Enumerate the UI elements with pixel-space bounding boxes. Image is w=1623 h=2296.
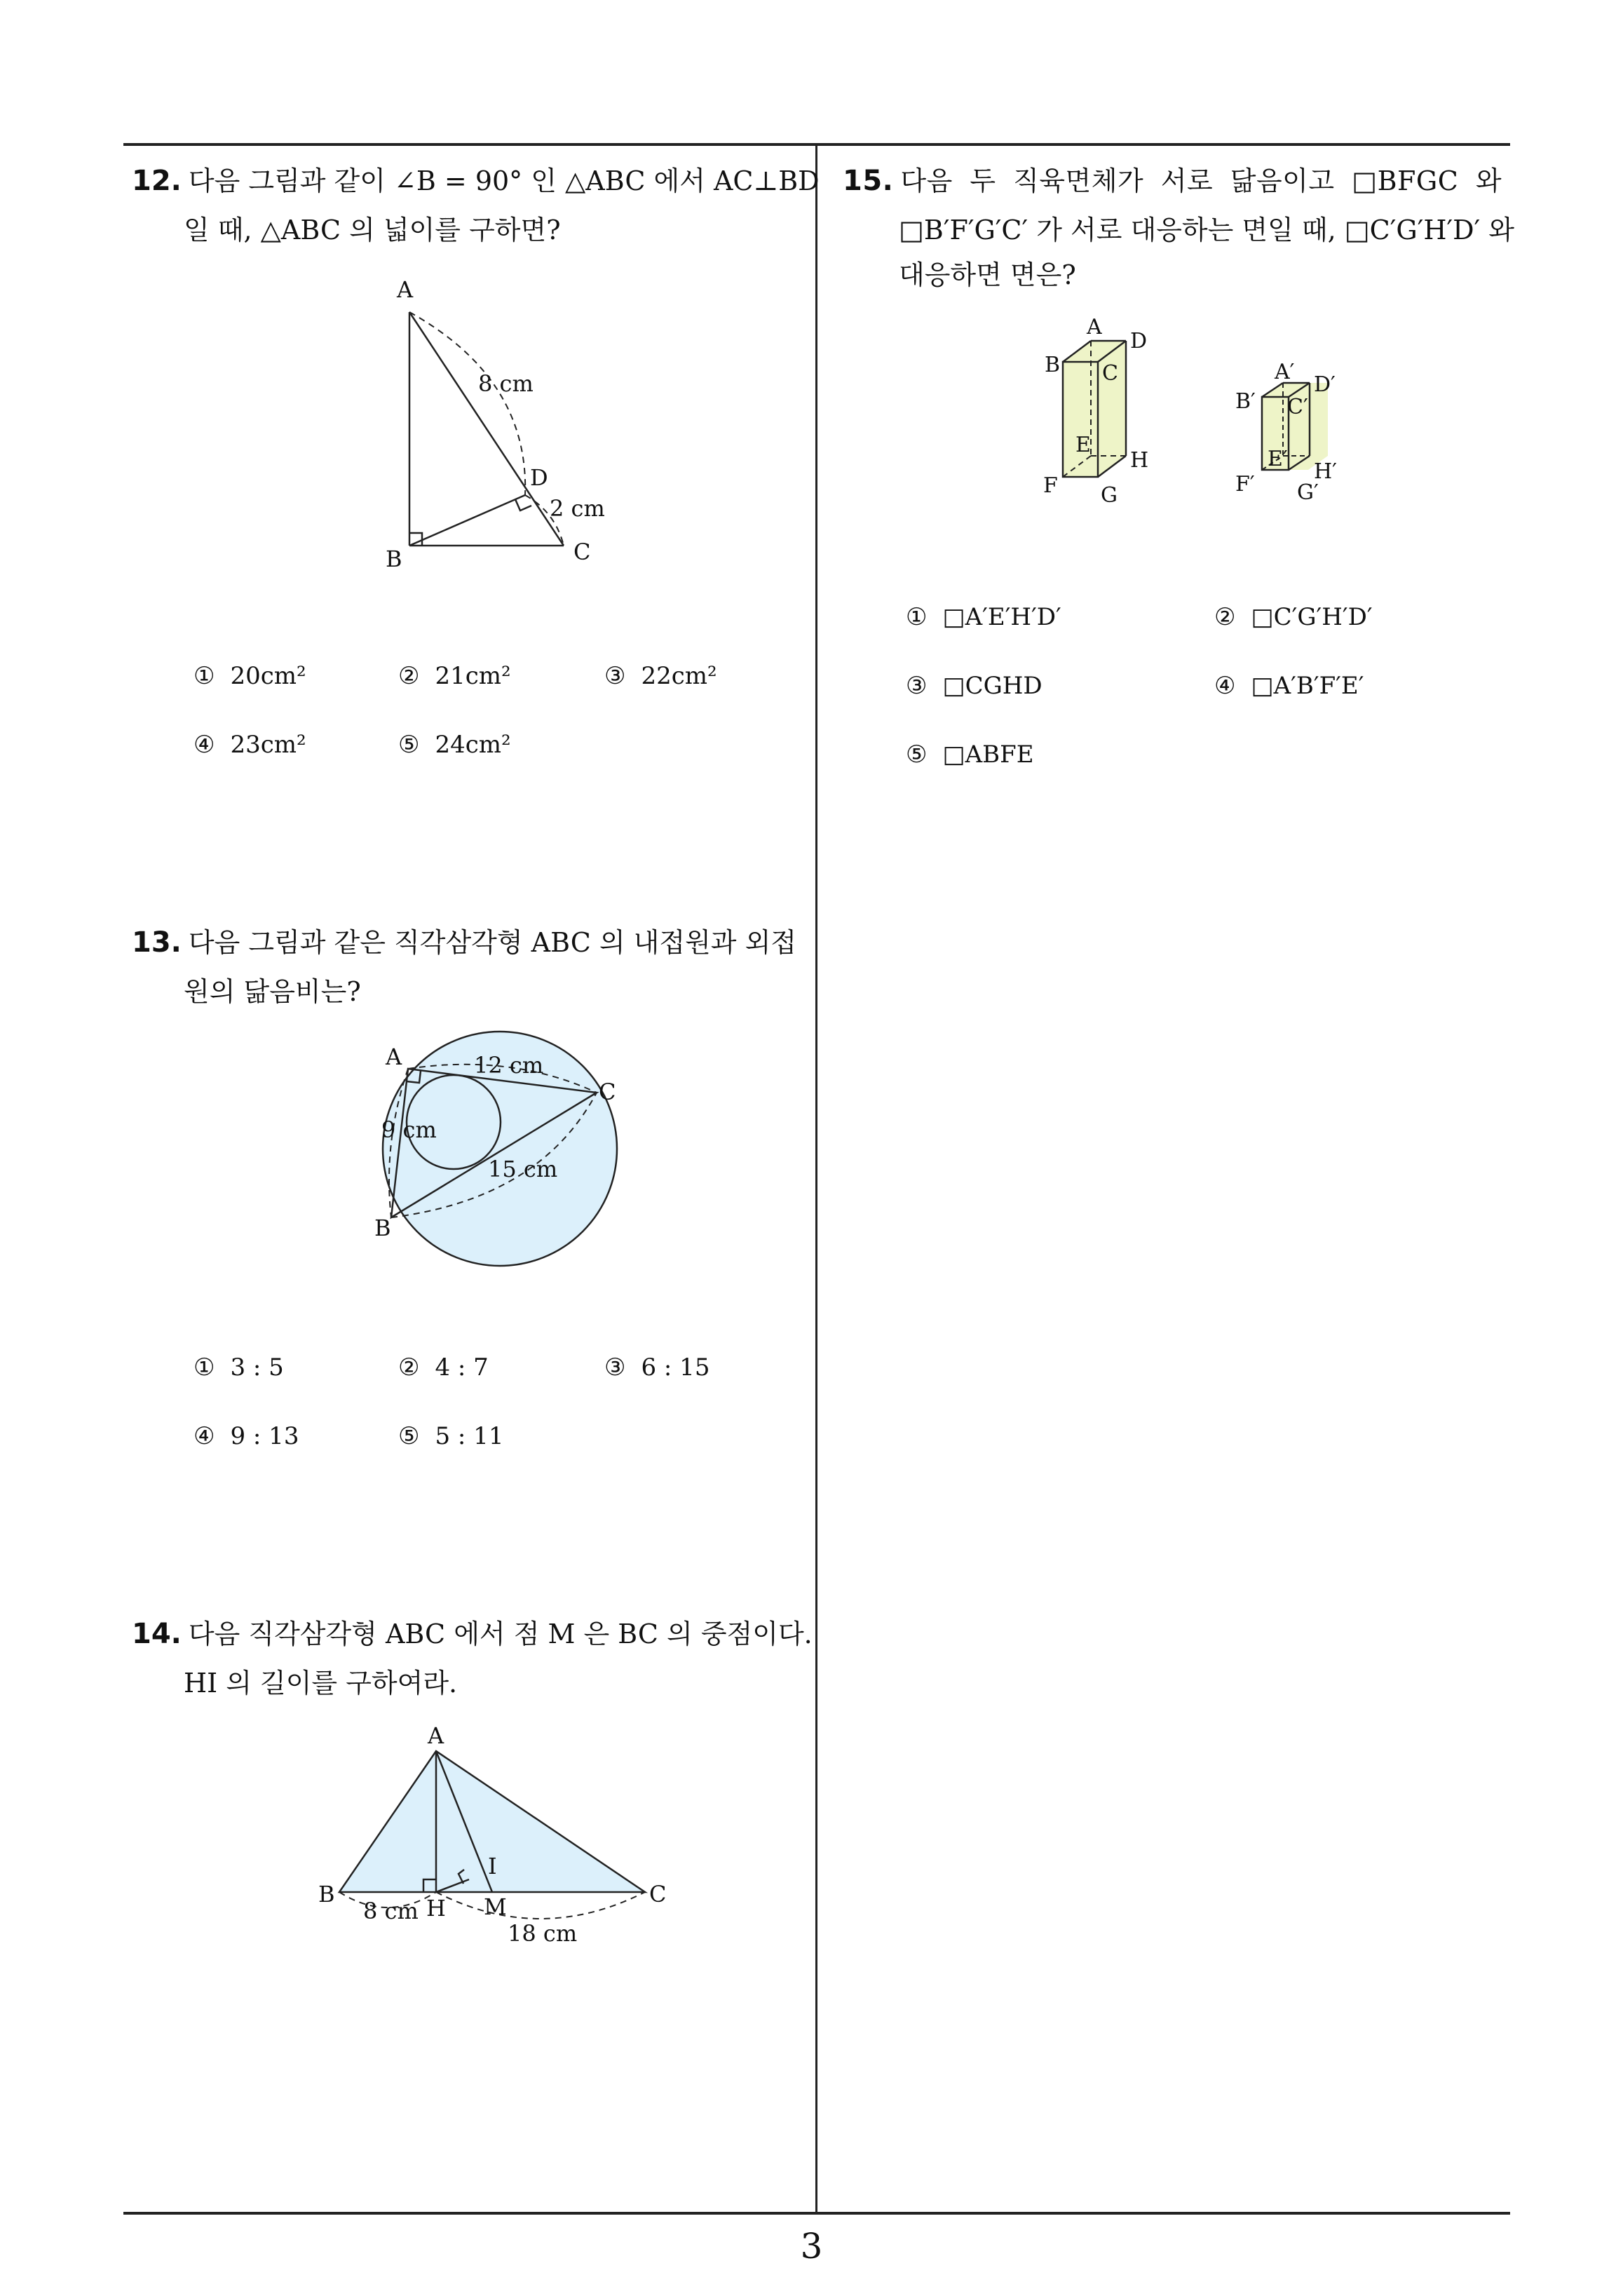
q15-line2: □B′F′G′C′ 가 서로 대응하는 면일 때, □C′G′H′D′ 와	[899, 215, 1515, 245]
q14-len-BH: 8 cm	[363, 1898, 419, 1924]
q13-line1	[132, 920, 796, 965]
q14-label-I: I	[488, 1853, 497, 1879]
q14-line2: HI 의 길이를 구하여라.	[184, 1668, 458, 1699]
bottom-rule	[123, 2212, 1510, 2215]
q15-big-D: D	[1130, 329, 1148, 353]
q14-number: 14.	[132, 1618, 182, 1650]
q15-small-D: D′	[1314, 372, 1336, 397]
q12-choice-3[interactable]: ③ 22cm²	[604, 662, 717, 690]
q12-label-D: D	[530, 464, 548, 491]
q14-label-B: B	[318, 1881, 335, 1907]
q15-figure	[1031, 316, 1367, 512]
q15-small-F: F′	[1235, 472, 1255, 497]
q13-len-BC: 15 cm	[488, 1156, 558, 1182]
q12-len-AD: 8 cm	[478, 370, 534, 397]
q14-line1	[132, 1612, 813, 1656]
q13-label-B: B	[374, 1215, 391, 1241]
q13-text1: 다음 그림과 같은 직각삼각형 ABC 의 내접원과 외접	[188, 927, 797, 958]
q12-len-DC: 2 cm	[550, 495, 605, 522]
q14-arc-HC	[436, 1892, 645, 1919]
q15-big-E: E	[1075, 433, 1091, 457]
q15-big-F: F	[1043, 473, 1058, 498]
q15-choice-4[interactable]: ④ □A′B′F′E′	[1214, 672, 1364, 700]
q12-label-B: B	[386, 546, 402, 572]
column-divider	[815, 144, 817, 2213]
q13-figure	[365, 1024, 659, 1290]
q14-label-H: H	[426, 1895, 446, 1922]
q13-choice-2[interactable]: ② 4 : 7	[398, 1353, 489, 1382]
q12-line1	[132, 158, 820, 203]
q13-len-AB: 9 cm	[381, 1116, 437, 1143]
q14-len-HC: 18 cm	[508, 1920, 578, 1947]
q15-text1: 다음 두 직육면체가 서로 닮음이고 □BFGC 와	[900, 166, 1502, 196]
q14-text1: 다음 직각삼각형 ABC 에서 점 M 은 BC 의 중점이다.	[188, 1619, 813, 1649]
q13-choice-4[interactable]: ④ 9 : 13	[193, 1422, 299, 1450]
page-number: 3	[800, 2226, 823, 2267]
q12-label-A: A	[397, 276, 414, 303]
q15-choice-5[interactable]: ⑤ □ABFE	[906, 741, 1034, 769]
q15-small-G: G′	[1297, 480, 1319, 505]
q14-label-M: M	[484, 1893, 507, 1920]
q12-line2: 일 때, △ABC 의 넓이를 구하면?	[184, 215, 561, 245]
q13-choice-1[interactable]: ① 3 : 5	[193, 1353, 284, 1382]
q12-text1: 다음 그림과 같이 ∠B = 90° 인 △ABC 에서 AC⊥BD	[188, 166, 820, 196]
q14-figure	[308, 1718, 687, 1950]
q15-big-C: C	[1102, 361, 1118, 386]
q12-choice-4[interactable]: ④ 23cm²	[193, 731, 306, 759]
q15-big-G: G	[1101, 483, 1118, 508]
q12-side-AC	[409, 312, 564, 546]
q15-choice-2[interactable]: ② □C′G′H′D′	[1214, 603, 1373, 631]
q13-len-AC: 12 cm	[474, 1052, 544, 1079]
q13-line2: 원의 닮음비는?	[184, 976, 361, 1007]
q15-choice-3[interactable]: ③ □CGHD	[906, 672, 1043, 700]
q12-label-C: C	[573, 539, 591, 565]
q15-small-A: A′	[1275, 360, 1295, 384]
q12-choice-5[interactable]: ⑤ 24cm²	[398, 731, 511, 759]
q15-big-H: H	[1130, 448, 1149, 473]
q15-choice-1[interactable]: ① □A′E′H′D′	[906, 603, 1061, 631]
q15-big-B: B	[1045, 353, 1061, 377]
q12-number: 12.	[132, 165, 182, 197]
q13-number: 13.	[132, 926, 182, 959]
q15-line3: 대응하면 면은?	[899, 259, 1076, 290]
q15-number: 15.	[843, 165, 894, 197]
q12-right-angle-D	[515, 499, 531, 511]
q12-segment-BD	[409, 495, 525, 546]
q15-big-A: A	[1087, 316, 1102, 339]
q12-choice-1[interactable]: ① 20cm²	[193, 662, 306, 690]
q15-small-B: B′	[1235, 389, 1256, 414]
q15-small-H: H′	[1314, 459, 1337, 484]
q12-choice-2[interactable]: ② 21cm²	[398, 662, 511, 690]
q15-line1	[843, 158, 1502, 203]
q14-label-C: C	[649, 1881, 667, 1907]
q12-figure	[379, 266, 659, 575]
q13-choice-3[interactable]: ③ 6 : 15	[604, 1353, 710, 1382]
q14-label-A: A	[428, 1722, 444, 1749]
q13-label-A: A	[386, 1044, 402, 1070]
q15-small-E: E′	[1268, 447, 1288, 471]
q15-small-C: C′	[1287, 395, 1308, 419]
q13-label-C: C	[599, 1079, 616, 1105]
q13-choice-5[interactable]: ⑤ 5 : 11	[398, 1422, 504, 1450]
